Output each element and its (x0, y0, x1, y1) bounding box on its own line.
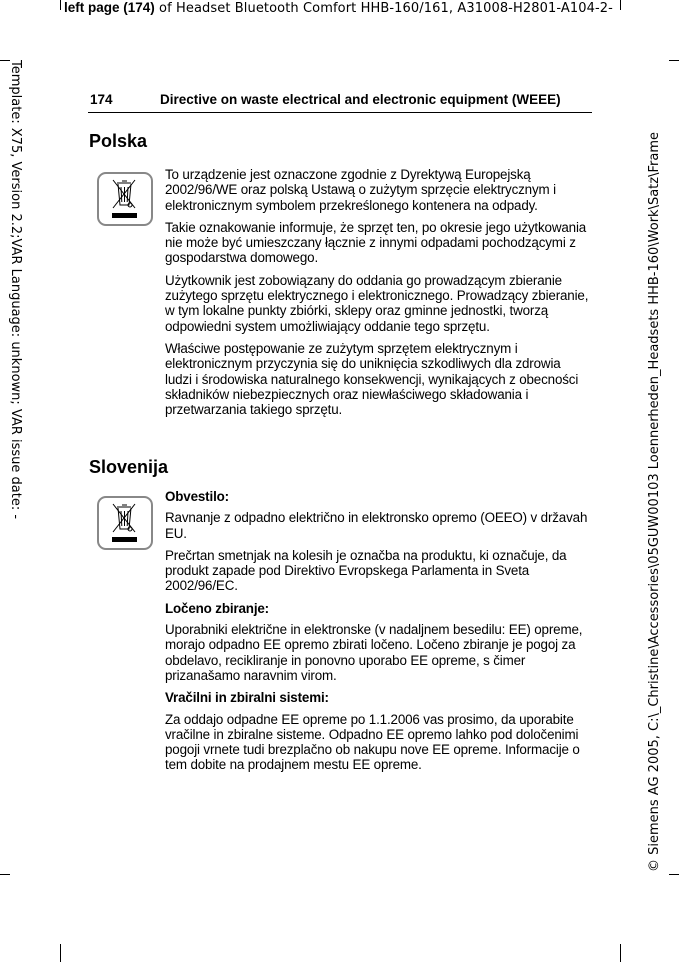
paragraph: Takie oznakowanie informuje, że sprzęt ten, po okresie jego użytkowania nie może być umieszczany łącznie z innymi odpadami pochodzącymi z gospodarstwa domowego. (165, 219, 587, 266)
paragraph: Za oddajo odpadne EE opreme po 1.1.2006 vas prosimo, da uporabite vračilne in zbiralne sisteme. Odpadno EE opremo lahko pod določenimi pogoji vrnete tudi brezplačno ob nakupu nove EE opreme. Informacije o tem dobite na prodajnem mestu EE opreme. (165, 711, 580, 773)
paragraph: Właściwe postępowanie ze zużytym sprzętem elektrycznym i elektronicznym przyczynia się do uniknięcia szkodliwych dla zdrowia ludzi i środowiska naturalnego konsekwencji, wynikających z obecności składników niebezpiecznych oraz niewłaściwego składowania i przetwarzania takiego sprzętu. (165, 340, 579, 418)
crop-mark (60, 944, 61, 962)
return-systems-heading: Vračilni in zbiralni sistemi: (165, 690, 329, 706)
crop-mark (60, 0, 61, 10)
crop-mark (669, 874, 679, 875)
separate-collection-heading: Ločeno zbiranje: (165, 600, 269, 616)
crop-mark (0, 874, 10, 875)
paragraph: Ravnanje z odpadno električno in elektronsko opremo (OEEO) v državah EU. (165, 510, 588, 541)
paragraph: Użytkownik jest zobowiązany do oddania go prowadzącym zbieranie zużytego sprzętu elektrycznego i elektronicznego. Prowadzący zbieranie, w tym lokalne punkty zbiórki, sklepy oraz gminne jednostki, tworzą odpowiedni system umożliwiający oddanie tego sprzętu. (165, 272, 589, 334)
file-info-text: of Headset Bluetooth Comfort HHB-160/161, A31008-H2801-A1 (154, 1, 579, 16)
file-info-prefix: left page (174) (64, 0, 155, 15)
crossed-out-bin-icon (99, 498, 151, 548)
file-info-suffix: 04-2- (578, 1, 613, 16)
template-info-text: Template: X75, Version 2.2;VAR Language: unknown; VAR issue date: - (8, 60, 23, 520)
crop-mark (620, 0, 621, 10)
paragraph: Prečrtan smetnjak na kolesih je označba na produktu, ki označuje, da produkt zapade pod Direktivo Evropskega Parlamenta in Sveta 2002/96/EC. (165, 547, 567, 594)
template-info-vertical (3, 60, 23, 860)
crop-mark (669, 60, 679, 61)
section-title-polska: Polska (89, 131, 148, 151)
weee-symbol-box (97, 172, 153, 226)
weee-symbol-box (97, 496, 153, 550)
paragraph: To urządzenie jest oznaczone zgodnie z Dyrektywą Europejską 2002/96/WE oraz polską Ustawą o zużytym sprzęcie elektrycznym i elektronicznym symbolem przekreślonego kontenera na odpady. (165, 167, 556, 213)
paragraph: Uporabniki električne in elektronske (v nadaljnem besedilu: EE) opreme, morajo odpadno EE opremo zbirati ločeno. Ločeno zbiranje je pogoj za obdelavo, recikliranje in ponovno uporabo EE opreme, s čimer prizanašamo naravnim virom. (165, 622, 583, 683)
file-info-line (64, 0, 613, 17)
crossed-out-bin-icon (99, 174, 151, 224)
page-title: Directive on waste electrical and electronic equipment (WEEE) (160, 92, 561, 107)
crop-mark (620, 944, 621, 962)
slovenija-text (165, 489, 590, 780)
header-rule (88, 112, 592, 113)
page-number: 174 (90, 92, 113, 107)
copyright-text: © Siemens AG 2005, C:\_Christine\Accessories\05GUW00103 Loennerheden_Headsets HHB-160\Work\Satz\Frame (647, 132, 662, 872)
section-title-slovenija: Slovenija (89, 457, 169, 477)
polska-text (165, 167, 590, 424)
notice-heading: Obvestilo: (165, 489, 229, 504)
